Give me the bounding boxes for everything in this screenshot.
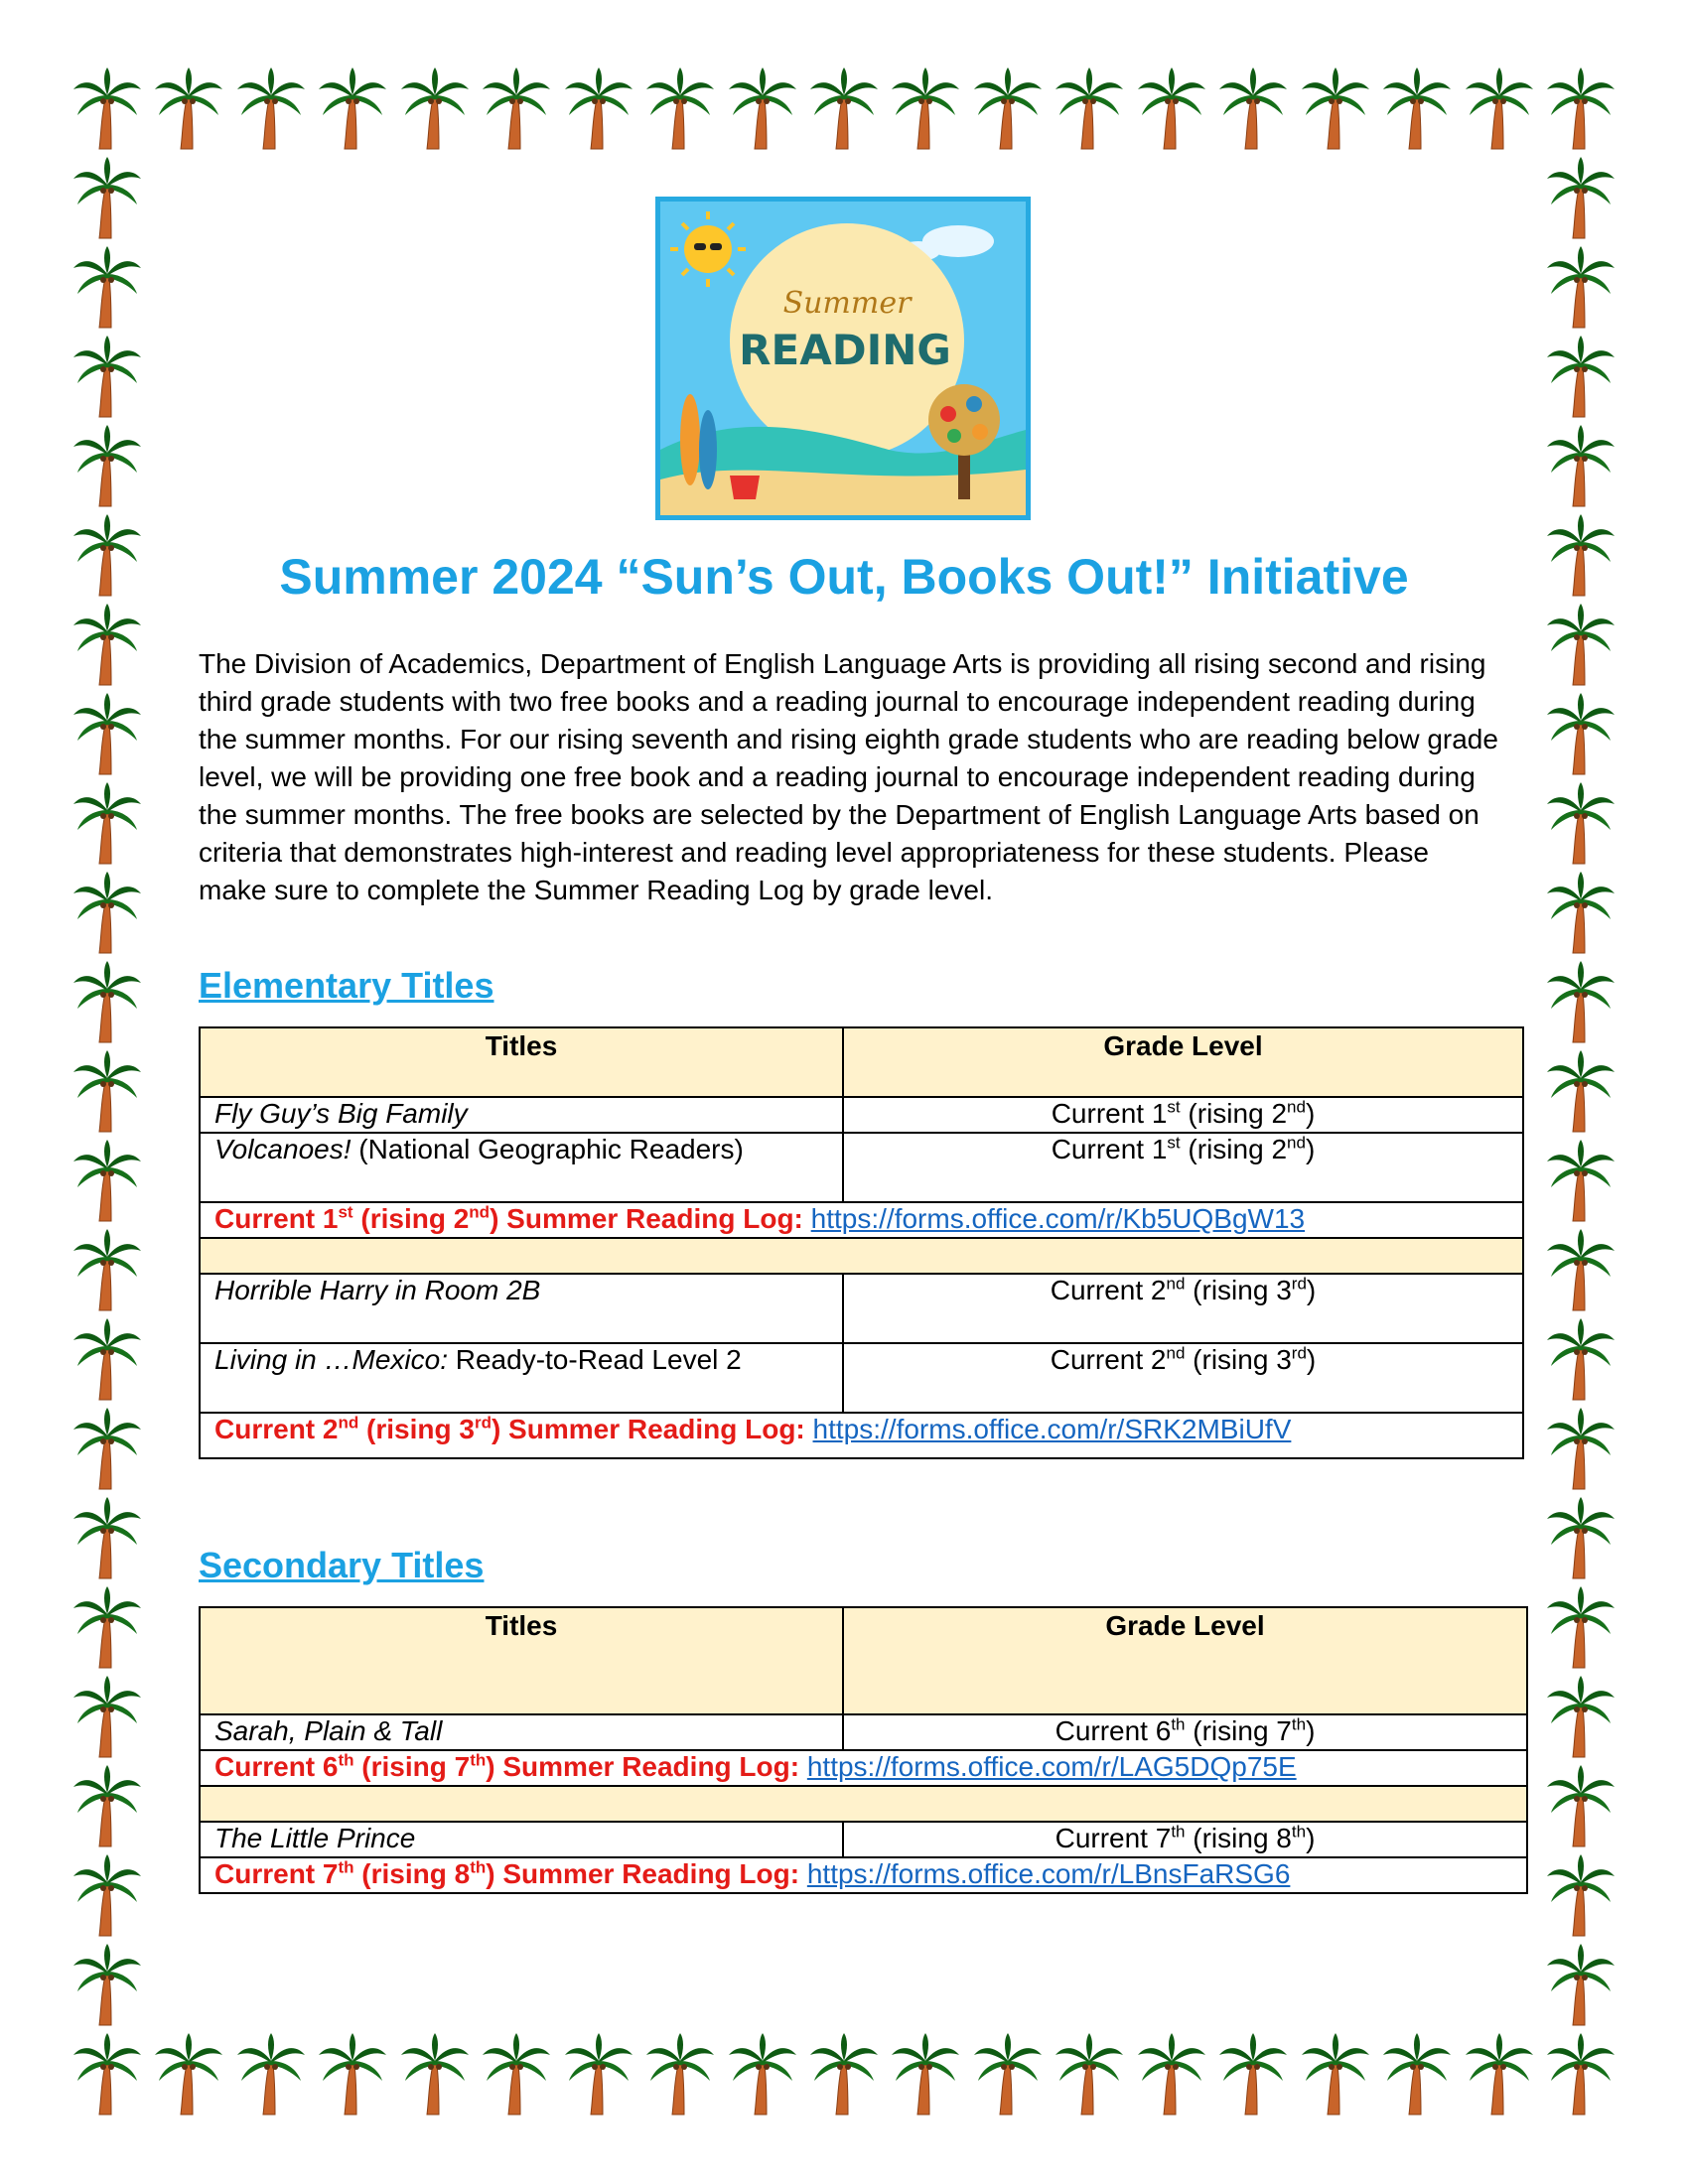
palm-tree-icon: [1545, 691, 1617, 776]
palm-tree-icon: [1217, 2031, 1289, 2116]
palm-tree-icon: [727, 66, 798, 151]
elementary-table: [199, 1026, 1524, 1459]
palm-tree-icon: [1545, 423, 1617, 508]
palm-tree-icon: [71, 870, 143, 955]
col-titles-header: Titles: [200, 1027, 843, 1097]
palm-tree-icon: [317, 66, 388, 151]
palm-tree-icon: [1545, 244, 1617, 330]
palm-tree-icon: [71, 66, 143, 151]
palm-tree-icon: [399, 66, 471, 151]
palm-tree-icon: [71, 1852, 143, 1938]
palm-tree-icon: [71, 155, 143, 240]
palm-tree-icon: [71, 691, 143, 776]
palm-tree-icon: [1545, 155, 1617, 240]
palm-tree-icon: [1136, 2031, 1207, 2116]
reading-log-row: Current 6th (rising 7th) Summer Reading Log: https://forms.office.com/r/LAG5DQp75E: [200, 1750, 1527, 1786]
intro-paragraph: The Division of Academics, Department of English Language Arts is providing all rising second and rising third grade students with two free books and a reading journal to encourage independent reading during the summer months. For our rising seventh and rising eighth grade students who are reading below grade level, we will be providing one free book and a reading journal to encourage independent reading during the summer months. The free books are selected by the Department of English Language Arts based on criteria that demonstrates high-interest and reading level appropriateness for these students. Please make sure to complete the Summer Reading Log by grade level.: [199, 648, 1498, 905]
secondary-table: [199, 1606, 1528, 1894]
palm-tree-icon: [727, 2031, 798, 2116]
book-title: The Little Prince: [214, 1823, 416, 1853]
palm-tree-icon: [1545, 1942, 1617, 2027]
book-title-rest: Ready-to-Read Level 2: [447, 1344, 742, 1375]
palm-tree-icon: [71, 1495, 143, 1580]
logo-script-word: Summer: [782, 286, 912, 321]
palm-tree-icon: [1545, 602, 1617, 687]
palm-tree-icon: [71, 1674, 143, 1759]
palm-tree-icon: [481, 66, 552, 151]
palm-tree-icon: [71, 334, 143, 419]
reading-log-link[interactable]: https://forms.office.com/r/SRK2MBiUfV: [812, 1414, 1292, 1444]
book-title: Sarah, Plain & Tall: [214, 1715, 443, 1746]
table-row: [200, 1822, 1527, 1857]
table-row: [200, 1097, 1523, 1133]
palm-tree-icon: [71, 602, 143, 687]
reading-log-row: Current 2nd (rising 3rd) Summer Reading Log: https://forms.office.com/r/SRK2MBiUfV: [200, 1413, 1523, 1458]
palm-tree-icon: [71, 959, 143, 1044]
palm-tree-icon: [71, 1227, 143, 1312]
palm-tree-icon: [1054, 2031, 1125, 2116]
table-header-row: [200, 1027, 1523, 1097]
palm-tree-icon: [890, 2031, 961, 2116]
palm-tree-icon: [1545, 1674, 1617, 1759]
col-titles-header: Titles: [200, 1607, 843, 1714]
palm-tree-icon: [1545, 780, 1617, 866]
spacer-row: [200, 1786, 1527, 1822]
palm-tree-icon: [1217, 66, 1289, 151]
palm-tree-icon: [808, 66, 880, 151]
palm-tree-icon: [71, 1138, 143, 1223]
palm-tree-icon: [71, 780, 143, 866]
palm-tree-icon: [1545, 1763, 1617, 1848]
grade-level: Current 2nd (rising 3rd): [843, 1274, 1523, 1343]
palm-tree-icon: [153, 2031, 224, 2116]
palm-tree-icon: [1545, 1048, 1617, 1134]
reading-log-row: Current 1st (rising 2nd) Summer Reading Log: https://forms.office.com/r/Kb5UQBgW13: [200, 1202, 1523, 1238]
palm-tree-icon: [71, 1316, 143, 1402]
palm-tree-icon: [890, 66, 961, 151]
summer-reading-logo: [655, 197, 1031, 520]
palm-tree-icon: [1545, 1227, 1617, 1312]
book-title: Volcanoes!: [214, 1134, 352, 1164]
palm-tree-icon: [71, 1584, 143, 1670]
reading-log-row: Current 7th (rising 8th) Summer Reading Log: https://forms.office.com/r/LBnsFaRSG6: [200, 1857, 1527, 1893]
palm-tree-icon: [71, 1048, 143, 1134]
palm-tree-icon: [1054, 66, 1125, 151]
table-row: [200, 1274, 1523, 1343]
palm-tree-icon: [235, 66, 307, 151]
palm-tree-icon: [399, 2031, 471, 2116]
palm-tree-icon: [1545, 1584, 1617, 1670]
palm-tree-icon: [1545, 1138, 1617, 1223]
table-row: [200, 1714, 1527, 1750]
grade-level: Current 2nd (rising 3rd): [843, 1343, 1523, 1413]
palm-tree-icon: [1545, 870, 1617, 955]
palm-tree-icon: [71, 1763, 143, 1848]
reading-log-link[interactable]: https://forms.office.com/r/Kb5UQBgW13: [810, 1203, 1306, 1234]
secondary-heading: Secondary Titles: [199, 1545, 485, 1585]
palm-tree-icon: [71, 423, 143, 508]
reading-log-link[interactable]: https://forms.office.com/r/LAG5DQp75E: [806, 1751, 1297, 1782]
palm-tree-icon: [644, 2031, 716, 2116]
palm-tree-icon: [563, 66, 634, 151]
palm-tree-icon: [1545, 1852, 1617, 1938]
palm-tree-icon: [1545, 2031, 1617, 2116]
palm-tree-icon: [481, 2031, 552, 2116]
palm-tree-icon: [1545, 1495, 1617, 1580]
palm-tree-icon: [1464, 66, 1535, 151]
book-title: Fly Guy’s Big Family: [214, 1098, 468, 1129]
reading-log-link[interactable]: https://forms.office.com/r/LBnsFaRSG6: [806, 1858, 1291, 1889]
palm-tree-icon: [153, 66, 224, 151]
palm-tree-icon: [1136, 66, 1207, 151]
palm-tree-icon: [1545, 959, 1617, 1044]
palm-tree-icon: [1381, 2031, 1453, 2116]
palm-tree-icon: [71, 1942, 143, 2027]
palm-tree-icon: [808, 2031, 880, 2116]
palm-tree-icon: [563, 2031, 634, 2116]
palm-tree-icon: [71, 2031, 143, 2116]
page-title: Summer 2024 “Sun’s Out, Books Out!” Initiative: [279, 549, 1409, 605]
grade-level: Current 7th (rising 8th): [843, 1822, 1527, 1857]
palm-tree-icon: [1464, 2031, 1535, 2116]
palm-tree-icon: [1300, 2031, 1371, 2116]
palm-tree-icon: [71, 244, 143, 330]
col-grade-header: Grade Level: [843, 1607, 1527, 1714]
logo-main-word: READING: [739, 326, 951, 374]
grade-level: Current 1st (rising 2nd): [843, 1097, 1523, 1133]
palm-tree-icon: [71, 1406, 143, 1491]
bucket-icon: [730, 476, 760, 499]
palm-tree-icon: [644, 66, 716, 151]
palm-tree-icon: [1545, 1316, 1617, 1402]
grade-level: Current 1st (rising 2nd): [843, 1133, 1523, 1202]
palm-tree-icon: [317, 2031, 388, 2116]
book-title-rest: (National Geographic Readers): [351, 1134, 744, 1164]
palm-tree-icon: [1300, 66, 1371, 151]
col-grade-header: Grade Level: [843, 1027, 1523, 1097]
spacer-row: [200, 1238, 1523, 1274]
palm-tree-icon: [972, 66, 1044, 151]
book-title: Living in …Mexico:: [214, 1344, 448, 1375]
table-header-row: [200, 1607, 1527, 1714]
palm-tree-icon: [235, 2031, 307, 2116]
table-row: [200, 1133, 1523, 1202]
elementary-heading: Elementary Titles: [199, 965, 494, 1006]
book-title: Horrible Harry in Room 2B: [214, 1275, 541, 1305]
palm-tree-icon: [1545, 334, 1617, 419]
palm-tree-icon: [1545, 1406, 1617, 1491]
table-row: [200, 1343, 1523, 1413]
palm-tree-icon: [1545, 66, 1617, 151]
grade-level: Current 6th (rising 7th): [843, 1714, 1527, 1750]
palm-tree-icon: [972, 2031, 1044, 2116]
palm-tree-icon: [1381, 66, 1453, 151]
